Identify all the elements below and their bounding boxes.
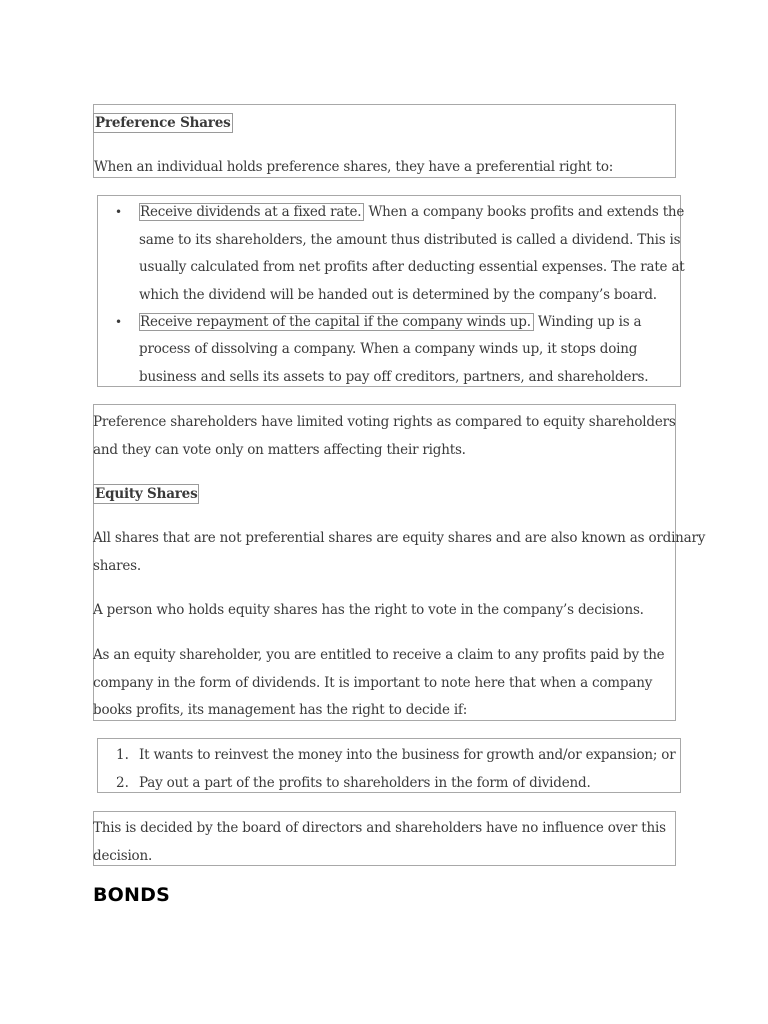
voting-text-line-1: Preference shareholders have limited voting rights as compared to equity shareholders [93,414,676,430]
right-repayment-line-1 [139,309,641,337]
equity-claim-line-3: books profits, its management has the right to decide if: [93,702,468,718]
option-reinvest-text: It wants to reinvest the money into the business for growth and/or expansion; or [139,747,676,763]
option-number: 1. [116,747,129,763]
voting-text-line-2: and they can vote only on matters affecting their rights. [93,442,466,458]
equity-vote-text: A person who holds equity shares has the right to vote in the company’s decisions. [93,602,644,618]
right-dividends-text-1: When a company books profits and extends the [368,204,685,220]
right-dividends-line-2: same to its shareholders, the amount thus distributed is called a dividend. This is [139,232,681,248]
bonds-heading: BONDS [93,884,170,906]
equity-claim-line-1: As an equity shareholder, you are entitled to receive a claim to any profits paid by the [93,647,665,663]
option-number: 2. [116,775,129,791]
right-dividends-line-1 [139,199,684,227]
decision-text-line-2: decision. [93,848,153,864]
equity-shares-heading: Equity Shares [95,486,198,502]
bullet-marker: • [115,205,123,219]
bullet-marker: • [115,315,123,329]
right-dividends-line-4: which the dividend will be handed out is determined by the company’s board. [139,287,657,303]
right-repayment-text-1: Winding up is a [537,314,642,330]
preference-shares-heading: Preference Shares [95,115,231,131]
right-dividends-title: Receive dividends at a fixed rate. [139,203,364,221]
equity-heading-line [93,481,199,509]
equity-definition-line-2: shares. [93,558,141,574]
right-repayment-title: Receive repayment of the capital if the company winds up. [139,313,534,331]
right-repayment-line-2: process of dissolving a company. When a company winds up, it stops doing [139,341,638,357]
equity-claim-line-2: company in the form of dividends. It is important to note here that when a company [93,675,653,691]
right-repayment-line-3: business and sells its assets to pay off creditors, partners, and shareholders. [139,369,649,385]
option-payout-text: Pay out a part of the profits to shareholders in the form of dividend. [139,775,591,791]
decision-text-line-1: This is decided by the board of directors and shareholders have no influence over this [93,820,666,836]
equity-definition-line-1: All shares that are not preferential shares are equity shares and are also known as ordinary [93,530,706,546]
preference-intro-text: When an individual holds preference shares, they have a preferential right to: [94,159,614,175]
right-dividends-line-3: usually calculated from net profits after deducting essential expenses. The rate at [139,259,685,275]
preference-heading-line [93,110,233,138]
